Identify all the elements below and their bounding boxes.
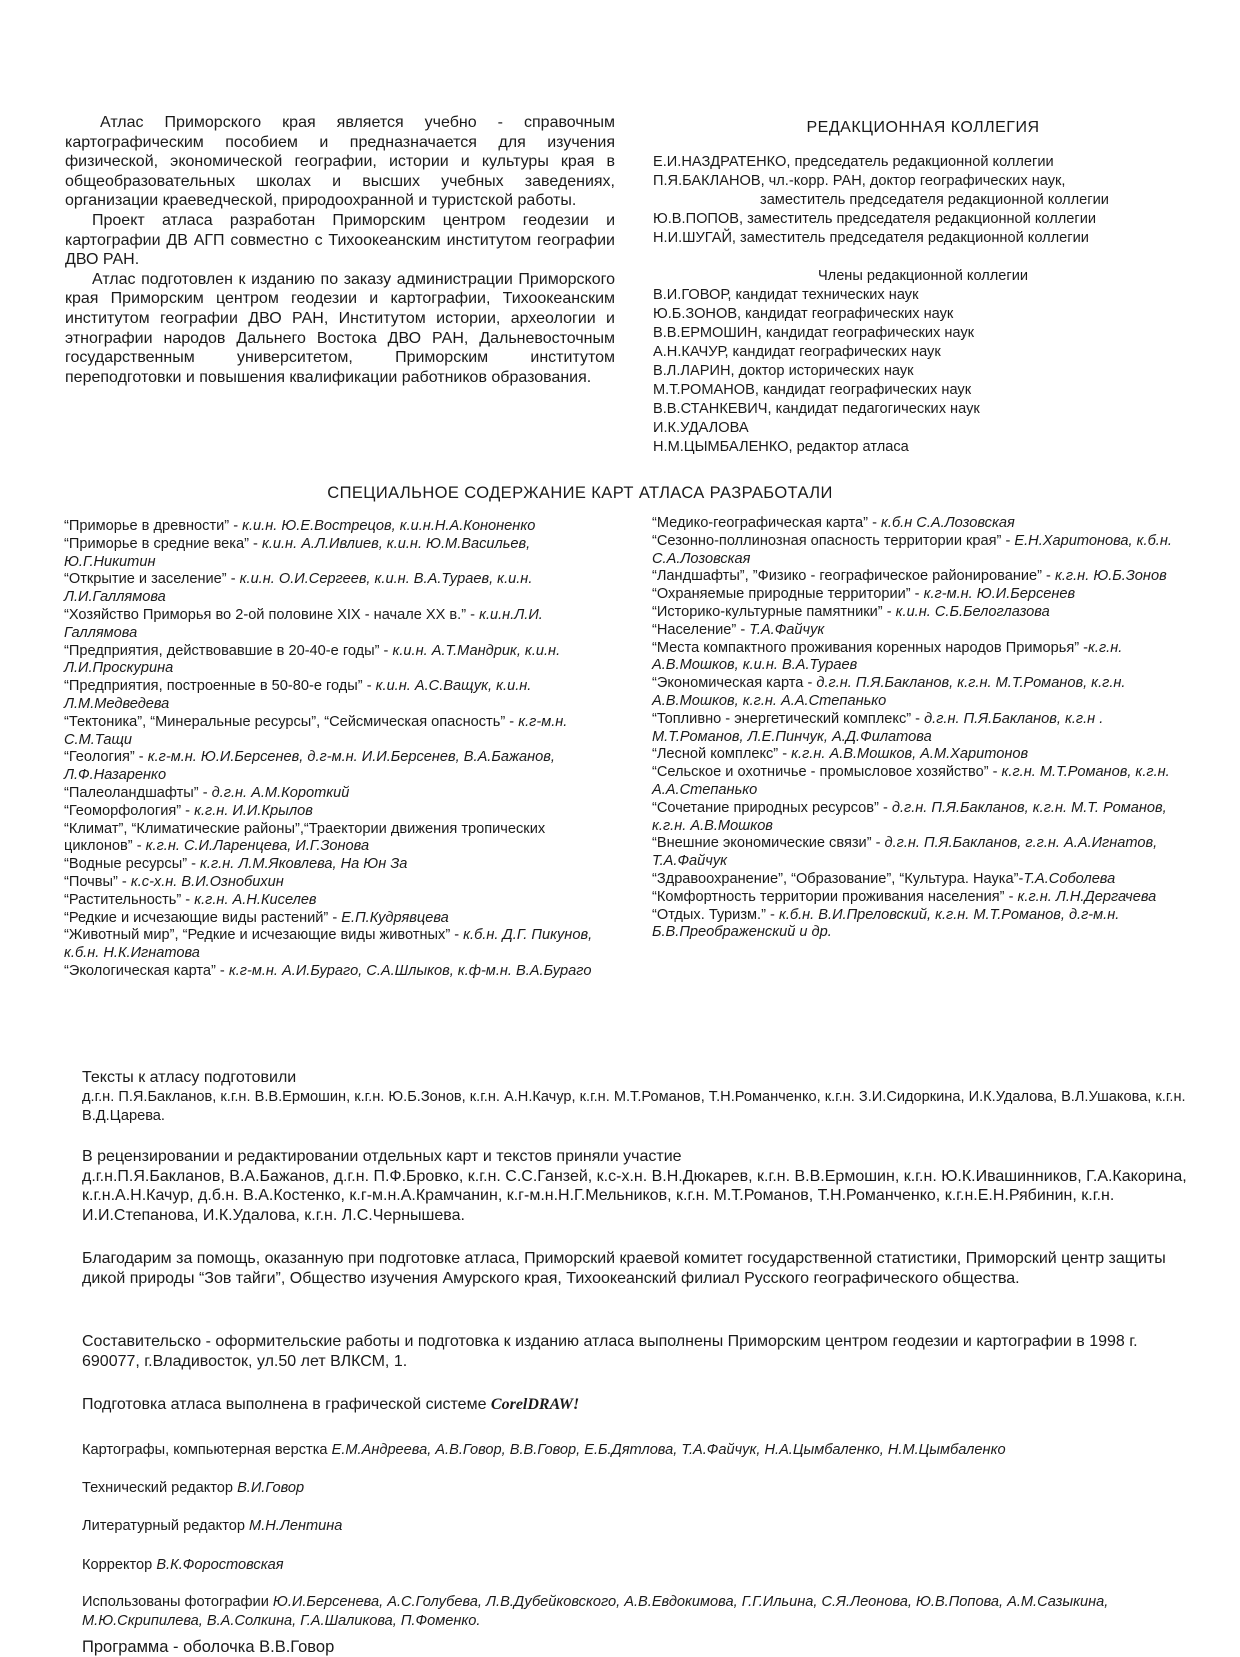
credit-proofreader: Корректор В.К.Форостовская (82, 1557, 284, 1573)
special-content-title: СПЕЦИАЛЬНОЕ СОДЕРЖАНИЕ КАРТ АТЛАСА РАЗРАБОТАЛИ (327, 484, 833, 502)
map-credit-entry: “Сельское и охотничье - промысловое хозяйство” - к.г.н. М.Т.Романов, к.г.н. А.А.Степанько (652, 764, 1170, 798)
map-credit-entry: “Экономическая карта - д.г.н. П.Я.Бакланов, к.г.н. М.Т.Романов, к.г.н. А.В.Мошков, к.г.н. А.А.Степанько (652, 675, 1126, 709)
map-credit-entry: “Предприятия, действовавшие в 20-40-е годы” - к.и.н. А.Т.Мандрик, к.и.н. Л.И.Проскурина (64, 642, 561, 677)
texts-authors-list: д.г.н. П.Я.Бакланов, к.г.н. В.В.Ермошин, к.г.н. Ю.Б.Зонов, к.г.н. А.Н.Качур, к.г.н. М.Т.Романов, Т.Н.Романченко, к.г.н. З.И.Сидоркина, И.К.Удалова, В.Л.Ушакова, к.г.н. В.Д.Царева. (82, 1088, 1186, 1124)
reviewers-list: д.г.н.П.Я.Бакланов, В.А.Бажанов, д.г.н. П.Ф.Бровко, к.г.н. С.С.Ганзей, к.с-х.н. В.Н.Дюкарев, к.г.н. В.В.Ермошин, к.г.н. Ю.К.Ивашинников, Г.А.Какорина, к.г.н.А.Н.Качур, д.б.н. В.А.Костенко, к.г-м.н.А.Крамчанин, к.г-м.н.Н.Г.Мельников, к.г.н. М.Т.Романов, Т.Н.Романченко, к.г.н.Е.Н.Рябинин, к.г.н. И.И.Степанова, И.К.Удалова, к.г.н. Л.С.Чернышева. (82, 1167, 1187, 1224)
board-member: И.К.УДАЛОВА (653, 420, 749, 436)
map-credits-right (652, 515, 1197, 942)
board-member: Ю.Б.ЗОНОВ, кандидат географических наук (653, 306, 954, 322)
reviewers-title: В рецензировании и редактировании отдельных карт и текстов приняли участие (82, 1148, 682, 1165)
map-credit-entry: “Сочетание природных ресурсов” - д.г.н. П.Я.Бакланов, к.г.н. М.Т. Романов, к.г.н. А.В.Мошков (652, 799, 1167, 834)
graphics-system-text: Подготовка атласа выполнена в графической системе (82, 1396, 491, 1413)
board-leader: Ю.В.ПОПОВ, заместитель председателя редакционной коллегии (653, 211, 1096, 227)
map-credit-entry: “Хозяйство Приморья во 2-ой половине XIX - начале XX в.” - к.и.н.Л.И. Галлямова (64, 606, 543, 641)
board-member: В.В.СТАНКЕВИЧ, кандидат педагогических наук (653, 401, 980, 417)
board-leader: заместитель председателя редакционной коллегии (760, 192, 1109, 208)
map-credit-entry: “Экологическая карта” - к.г-м.н. А.И.Бураго, С.А.Шлыков, к.ф-м.н. В.А.Бураго (64, 962, 592, 979)
intro-paragraph-1: Атлас Приморского края является учебно - справочным картографическим пособием и предназначается для изучения физической, экономической географии, истории и культуры края в общеобразовательных школах и высших учебных заведениях, организации краеведческой, природоохранной и туристской работы. (65, 114, 615, 210)
map-credit-entry: “Тектоника”, “Минеральные ресурсы”, “Сейсмическая опасность” - к.г-м.н. С.М.Тащи (64, 713, 568, 748)
map-credit-entry: “Места компактного проживания коренных народов Приморья” -к.г.н. А.В.Мошков, к.и.н. В.А.Тураев (652, 639, 1123, 674)
map-credit-entry: “Медико-географическая карта” - к.б.н С.А.Лозовская (652, 515, 1015, 531)
map-credit-entry: “Геоморфология” - к.г.н. И.И.Крылов (64, 802, 313, 819)
graphics-system-line (82, 1395, 1192, 1415)
map-credits-left (64, 518, 612, 981)
map-credit-entry: “Ландшафты”, ”Физико - географическое районирование” - к.г.н. Ю.Б.Зонов (652, 568, 1167, 585)
board-member: М.Т.РОМАНОВ, кандидат географических наук (653, 382, 972, 398)
board-leader: П.Я.БАКЛАНОВ, чл.-корр. РАН, доктор географических наук, (653, 173, 1066, 189)
map-credit-entry: “Почвы” - к.с-х.н. В.И.Ознобихин (64, 873, 284, 890)
board-member: В.И.ГОВОР, кандидат технических наук (653, 287, 919, 303)
map-credit-entry: “Лесной комплекс” - к.г.н. А.В.Мошков, А.М.Харитонов (652, 746, 1029, 763)
map-credit-entry: “Палеоландшафты” - д.г.н. А.М.Короткий (64, 784, 350, 801)
credit-cartographers: Картографы, компьютерная верстка Е.М.Андреева, А.В.Говор, В.В.Говор, Е.Б.Дятлова, Т.А.Файчук, Н.А.Цымбаленко, Н.М.Цымбаленко (82, 1442, 1006, 1458)
map-credit-entry: “Геология” - к.г-м.н. Ю.И.Берсенев, д.г-м.н. И.И.Берсенев, В.А.Бажанов, Л.Ф.Назаренко (64, 749, 555, 784)
credit-program-shell: Программа - оболочка В.В.Говор (82, 1638, 335, 1656)
editorial-board-title: РЕДАКЦИОННАЯ КОЛЛЕГИЯ (806, 119, 1040, 136)
texts-authors-title: Тексты к атласу подготовили (82, 1069, 297, 1086)
map-credit-entry: “Внешние экономические связи” - д.г.н. П.Я.Бакланов, г.г.н. А.А.Игнатов, Т.А.Файчук (652, 835, 1158, 870)
map-credit-entry: “Здравоохранение”, “Образование”, “Культура. Наука”-Т.А.Соболева (652, 870, 1116, 887)
compilation-paragraph: Составительско - оформительские работы и подготовка к изданию атласа выполнены Приморским центром геодезии и картографии в 1998 г. 690077, г.Владивосток, ул.50 лет ВЛКСМ, 1. (82, 1333, 1138, 1370)
reviewers-block (82, 1147, 1192, 1225)
map-credit-entry: “Приморье в древности” - к.и.н. Ю.Е.Вострецов, к.и.н.Н.А.Кононенко (64, 518, 536, 534)
map-credit-entry: “Климат”, “Климатические районы”,“Траектории движения тропических циклонов” - к.г.н. С.И.Ларенцева, И.Г.Зонова (64, 820, 546, 855)
map-credit-entry: “Открытие и заселение” - к.и.н. О.И.Сергеев, к.и.н. В.А.Тураев, к.и.н. Л.И.Галлямова (64, 571, 533, 606)
map-credit-entry: “Охраняемые природные территории” - к.г-м.н. Ю.И.Берсенев (652, 586, 1076, 603)
thanks-paragraph: Благодарим за помощь, оказанную при подготовке атласа, Приморский краевой комитет государственной статистики, Приморский центр защиты дикой природы “Зов тайги”, Общество изучения Амурского края, Тихоокеанский филиал Русского географического общества. (82, 1250, 1166, 1287)
credit-photos: Использованы фотографии Ю.И.Берсенева, А.С.Голубева, Л.В.Дубейковского, А.В.Евдокимова, Г.Г.Ильина, С.Я.Леонова, Ю.В.Попова, А.М.Сазыкина, М.Ю.Скрипилева, В.А.Солкина, Г.А.Шаликова, П.Фоменко. (82, 1594, 1109, 1629)
board-member: А.Н.КАЧУР, кандидат географических наук (653, 344, 941, 360)
editorial-board (653, 118, 1193, 457)
map-credit-entry: “Историко-культурные памятники” - к.и.н. С.Б.Белоглазова (652, 603, 1050, 620)
map-credit-entry: “Население” - Т.А.Файчук (652, 621, 825, 638)
board-leader: Е.И.НАЗДРАТЕНКО, председатель редакционной коллегии (653, 154, 1054, 170)
coreldraw-logo: CorelDRAW! (490, 1396, 580, 1413)
map-credit-entry: “Топливно - энергетический комплекс” - д.г.н. П.Я.Бакланов, к.г.н . М.Т.Романов, Л.Е.Пинчук, А.Д.Филатова (652, 710, 1104, 745)
map-credit-entry: “Предприятия, построенные в 50-80-е годы” - к.и.н. А.С.Ващук, к.и.н. Л.М.Медведева (64, 678, 532, 712)
board-member: В.Л.ЛАРИН, доктор исторических наук (653, 363, 914, 379)
board-member: В.В.ЕРМОШИН, кандидат географических наук (653, 325, 975, 341)
board-members-title: Члены редакционной коллегии (817, 268, 1029, 284)
board-member: Н.М.ЦЫМБАЛЕНКО, редактор атласа (653, 439, 909, 455)
map-credit-entry: “Редкие и исчезающие виды растений” - Е.П.Кудрявцева (64, 909, 449, 926)
map-credit-entry: “Отдых. Туризм.” - к.б.н. В.И.Преловский, к.г.н. М.Т.Романов, д.г-м.н. Б.В.Преображенский и др. (652, 906, 1120, 941)
intro-text (65, 113, 615, 387)
intro-paragraph-2: Проект атласа разработан Приморским центром геодезии и картографии ДВ АГП совместно с Тихоокеанским институтом географии ДВО РАН. (65, 211, 615, 269)
intro-paragraph-3: Атлас подготовлен к изданию по заказу администрации Приморского края Приморским центром геодезии и картографии, Тихоокеанским институтом географии ДВО РАН, Институтом истории, археологии и этнографии народов Дальнего Востока ДВО РАН, Дальневосточным государственным университетом, Приморским институтом переподготовки и повышения квалификации работников образования. (65, 270, 615, 386)
board-leader: Н.И.ШУГАЙ, заместитель председателя редакционной коллегии (653, 230, 1089, 246)
map-credit-entry: “Растительность” - к.г.н. А.Н.Киселев (64, 891, 317, 908)
map-credit-entry: “Приморье в средние века” - к.и.н. А.Л.Ивлиев, к.и.н. Ю.М.Васильев, Ю.Г.Никитин (64, 535, 531, 570)
credit-technical-editor: Технический редактор В.И.Говор (82, 1480, 305, 1496)
map-credit-entry: “Животный мир”, “Редкие и исчезающие виды животных” - к.б.н. Д.Г. Пикунов, к.б.н. Н.К.Игнатова (64, 927, 593, 962)
texts-authors-block (82, 1068, 1192, 1126)
map-credit-entry: “Сезонно-поллинозная опасность территории края” - Е.Н.Харитонова, к.б.н. С.А.Лозовская (652, 532, 1172, 567)
credit-literary-editor: Литературный редактор М.Н.Лентина (82, 1518, 343, 1534)
map-credit-entry: “Водные ресурсы” - к.г.н. Л.М.Яковлева, На Юн За (64, 856, 408, 873)
map-credit-entry: “Комфортность территории проживания населения” - к.г.н. Л.Н.Дергачева (652, 888, 1157, 905)
